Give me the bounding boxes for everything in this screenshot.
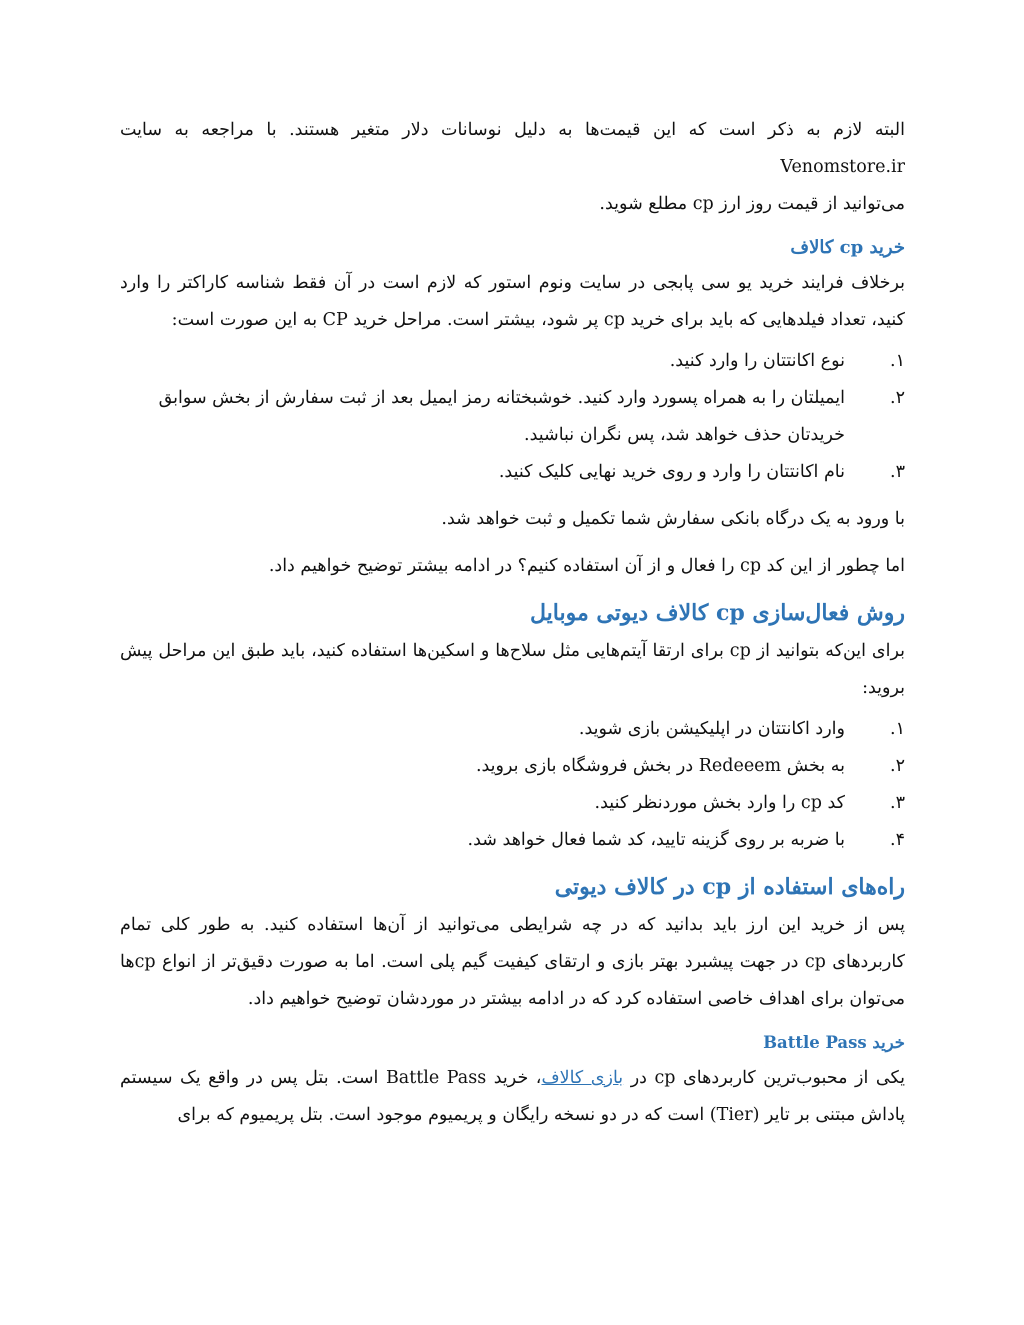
list-number: ۱.	[890, 351, 905, 371]
battle-pass-text-before: یکی از محبوب‌ترین کاربردهای cp در	[623, 1068, 906, 1088]
list-item	[120, 343, 905, 380]
list-number: ۲.	[890, 388, 905, 408]
buy-steps-list	[120, 343, 905, 491]
list-item	[120, 454, 905, 491]
intro-line-2: می‌توانید از قیمت روز ارز cp مطلع شوید.	[599, 194, 905, 214]
list-number: ۳.	[890, 793, 905, 813]
activate-steps-list	[120, 711, 905, 859]
heading-battle-pass: خرید Battle Pass	[763, 1033, 905, 1052]
call-of-duty-link[interactable]: بازی کالاف	[541, 1068, 624, 1088]
list-item	[120, 822, 905, 859]
list-item-text: نام اکانتتان را وارد و روی خرید نهایی کلیک کنید.	[498, 462, 845, 482]
list-number: ۱.	[890, 719, 905, 739]
buy-cp-paragraph: برخلاف فرایند خرید یو سی پابجی در سایت ونوم استور که لازم است در آن فقط شناسه کاراکتر را وارد کنید، تعداد فیلدهایی که باید برای خرید cp پر شود، بیشتر است. مراحل خرید CP به این صورت است:	[120, 273, 905, 330]
list-item-text: کد cp را وارد بخش موردنظر کنید.	[594, 793, 845, 813]
list-item-text: به بخش Redeeem در بخش فروشگاه بازی بروید.	[475, 756, 845, 776]
heading-buy-cp: خرید cp کالاف	[790, 237, 905, 258]
list-item-text: با ضربه بر روی گزینه تایید، کد شما فعال خواهد شد.	[467, 830, 845, 850]
uses-paragraph: پس از خرید این ارز باید بدانید که در چه شرایطی می‌توانید از آن‌ها استفاده کنید. به طور کلی تمام کاربردهای cp در جهت پیشبرد بهتر بازی و ارتقای کیفیت گیم پلی است. اما به صورت دقیق‌تر از انواع cpها می‌توان برای اهداف خاصی استفاده کرد که در ادامه بیشتر در موردشان توضیح خواهیم داد.	[120, 915, 905, 1009]
list-item	[120, 785, 905, 822]
list-number: ۳.	[890, 462, 905, 482]
list-number: ۴.	[890, 830, 905, 850]
battle-pass-paragraph	[120, 1060, 905, 1134]
payment-gateway-paragraph: با ورود به یک درگاه بانکی سفارش شما تکمیل و ثبت خواهد شد.	[441, 509, 905, 529]
list-item	[120, 711, 905, 748]
intro-line-1: البته لازم به ذکر است که این قیمت‌ها به دلیل نوسانات دلار متغیر هستند. با مراجعه به سایت Venomstore.ir	[120, 120, 905, 177]
heading-activate-cp: روش فعال‌سازی cp کالاف دیوتی موبایل	[529, 600, 905, 626]
document-page	[120, 112, 905, 1134]
battle-pass-text-after: ، خرید Battle Pass است. بتل پس در واقع یک سیستم پاداش مبتنی بر تایر (Tier) است که در دو نسخه رایگان و پریمیوم موجود است. بتل پریمیوم که برای	[120, 1068, 905, 1125]
intro-paragraph	[120, 112, 905, 223]
activate-paragraph: برای این‌که بتوانید از cp برای ارتقا آیتم‌هایی مثل سلاح‌ها و اسکین‌ها استفاده کنید، باید طبق این مراحل پیش بروید:	[120, 641, 905, 698]
list-item-text: ایمیلتان را به همراه پسورد وارد کنید. خوشبختانه رمز ایمیل بعد از ثبت سفارش از بخش سوابق خریدتان حذف خواهد شد، پس نگران نباشید.	[158, 388, 845, 445]
list-item-text: وارد اکانتتان در اپلیکیشن بازی شوید.	[578, 719, 845, 739]
heading-uses-cp: راه‌های استفاده از cp در کالاف دیوتی	[554, 874, 905, 900]
activation-intro-paragraph: اما چطور از این کد cp را فعال و از آن استفاده کنیم؟ در ادامه بیشتر توضیح خواهیم داد.	[268, 556, 905, 576]
list-item-text: نوع اکانتتان را وارد کنید.	[669, 351, 845, 371]
list-item	[120, 380, 905, 454]
list-item	[120, 748, 905, 785]
list-number: ۲.	[890, 756, 905, 776]
